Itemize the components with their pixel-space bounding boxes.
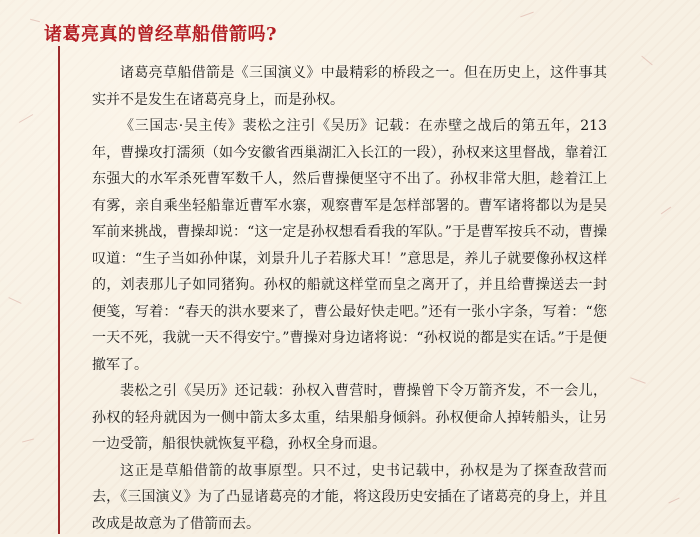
paragraph: 这正是草船借箭的故事原型。只不过，史书记载中，孙权是为了探查敌营而去，《三国演义》为了凸显诸葛亮的才能，将这段历史安插在了诸葛亮的身上，并且改成是故意为了借箭而去。 <box>92 458 607 537</box>
paper-fleck <box>8 297 21 304</box>
article-body <box>92 60 607 537</box>
paper-fleck <box>520 12 533 18</box>
paragraph: 《三国志·吴主传》裴松之注引《吴历》记载：在赤壁之战后的第五年，213年，曹操攻打濡须（如今安徽省西巢湖汇入长江的一段），孙权来这里督战，靠着江东强大的水军杀死曹军数千人，然后曹操便坚守不出了。孙权非常大胆，趁着江上有雾，亲自乘坐轻船靠近曹军水寨，观察曹军是怎样部署的。曹军诸将都以为是吴军前来挑战，曹操却说：“这一定是孙权想看看我的军队。”于是曹军按兵不动，曹操叹道：“生子当如孙仲谋，刘景升儿子若豚犬耳！”意思是，养儿子就要像孙权这样的，刘表那儿子如同猪狗。孙权的船就这样堂而皇之离开了，并且给曹操送去一封便笺，写着：“春天的洪水要来了，曹公最好快走吧。”还有一张小字条，写着：“您一天不死，我就一天不得安宁。”曹操对身边诸将说：“孙权说的都是实在话。”于是便撤军了。 <box>92 113 607 378</box>
paragraph: 诸葛亮草船借箭是《三国演义》中最精彩的桥段之一。但在历史上，这件事其实并不是发生在诸葛亮身上，而是孙权。 <box>92 60 607 113</box>
margin-rule <box>58 46 60 534</box>
paper-fleck <box>668 498 679 504</box>
paper-fleck <box>641 56 652 66</box>
paper-fleck <box>661 207 671 215</box>
paragraph: 裴松之引《吴历》还记载：孙权入曹营时，曹操曾下令万箭齐发，不一会儿，孙权的轻舟就因为一侧中箭太多太重，结果船身倾斜。孙权便命人掉转船头，让另一边受箭，船很快就恢复平稳，孙权全身而退。 <box>92 378 607 458</box>
article-title: 诸葛亮真的曾经草船借箭吗? <box>44 20 277 46</box>
paper-fleck <box>19 114 33 123</box>
paper-fleck <box>22 438 34 442</box>
paper-fleck <box>30 19 40 23</box>
paper-fleck <box>630 377 645 383</box>
